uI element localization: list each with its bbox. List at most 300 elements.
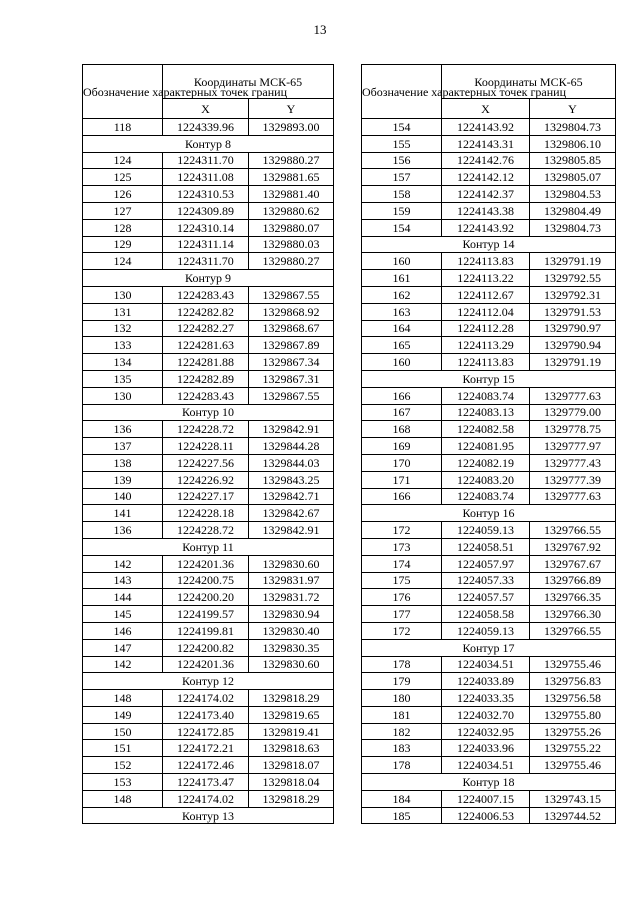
table-row <box>362 320 616 337</box>
x-coordinate: 1224281.63 <box>163 337 249 354</box>
x-coordinate: 1224032.95 <box>442 723 530 740</box>
point-number: 148 <box>83 790 163 807</box>
contour-label: Контур 14 <box>362 236 616 253</box>
x-coordinate: 1224057.33 <box>442 572 530 589</box>
x-coordinate: 1224142.37 <box>442 186 530 203</box>
x-coordinate: 1224083.13 <box>442 404 530 421</box>
x-coordinate: 1224142.12 <box>442 169 530 186</box>
point-number: 175 <box>362 572 442 589</box>
y-coordinate: 1329791.53 <box>530 303 616 320</box>
table-row <box>362 673 616 690</box>
point-number: 155 <box>362 135 442 152</box>
table-row <box>83 589 334 606</box>
y-coordinate: 1329766.30 <box>530 606 616 623</box>
point-number: 185 <box>362 807 442 824</box>
table-row <box>83 253 334 270</box>
x-coordinate: 1224034.51 <box>442 656 530 673</box>
table-row <box>362 253 616 270</box>
x-coordinate: 1224201.36 <box>163 656 249 673</box>
y-coordinate: 1329755.80 <box>530 706 616 723</box>
y-coordinate: 1329880.62 <box>249 202 334 219</box>
point-number: 159 <box>362 202 442 219</box>
coordinates-table-left <box>82 64 334 824</box>
x-coordinate: 1224142.76 <box>442 152 530 169</box>
x-coordinate: 1224199.81 <box>163 622 249 639</box>
point-number: 152 <box>83 757 163 774</box>
point-number: 178 <box>362 757 442 774</box>
x-coordinate: 1224083.20 <box>442 471 530 488</box>
table-row <box>362 656 616 673</box>
y-coordinate: 1329791.19 <box>530 354 616 371</box>
table-row <box>362 706 616 723</box>
point-number: 118 <box>83 119 163 136</box>
y-coordinate: 1329766.35 <box>530 589 616 606</box>
y-coordinate: 1329880.03 <box>249 236 334 253</box>
x-coordinate: 1224310.14 <box>163 219 249 236</box>
table-row <box>83 706 334 723</box>
point-number: 148 <box>83 690 163 707</box>
x-coordinate: 1224082.19 <box>442 454 530 471</box>
y-coordinate: 1329867.89 <box>249 337 334 354</box>
table-row <box>362 421 616 438</box>
y-header: Y <box>530 99 616 119</box>
point-number: 134 <box>83 354 163 371</box>
table-row <box>362 404 616 421</box>
y-coordinate: 1329830.94 <box>249 606 334 623</box>
point-number: 156 <box>362 152 442 169</box>
y-coordinate: 1329867.55 <box>249 286 334 303</box>
table-row <box>362 790 616 807</box>
x-coordinate: 1224228.72 <box>163 522 249 539</box>
table-row <box>83 740 334 757</box>
y-coordinate: 1329777.43 <box>530 454 616 471</box>
x-coordinate: 1224174.02 <box>163 790 249 807</box>
point-number: 150 <box>83 723 163 740</box>
point-number: 166 <box>362 488 442 505</box>
y-coordinate: 1329830.60 <box>249 555 334 572</box>
contour-label: Контур 12 <box>83 673 334 690</box>
x-coordinate: 1224033.89 <box>442 673 530 690</box>
y-coordinate: 1329755.26 <box>530 723 616 740</box>
table-row <box>362 387 616 404</box>
point-number: 149 <box>83 706 163 723</box>
x-coordinate: 1224033.96 <box>442 740 530 757</box>
x-coordinate: 1224283.43 <box>163 286 249 303</box>
table-row <box>83 169 334 186</box>
point-number: 124 <box>83 152 163 169</box>
x-coordinate: 1224113.22 <box>442 270 530 287</box>
table-row <box>362 488 616 505</box>
y-coordinate: 1329805.85 <box>530 152 616 169</box>
contour-label: Контур 9 <box>83 270 334 287</box>
table-row <box>362 538 616 555</box>
y-coordinate: 1329779.00 <box>530 404 616 421</box>
point-number: 146 <box>83 622 163 639</box>
x-coordinate: 1224200.75 <box>163 572 249 589</box>
x-coordinate: 1224057.57 <box>442 589 530 606</box>
y-coordinate: 1329844.28 <box>249 438 334 455</box>
y-coordinate: 1329790.97 <box>530 320 616 337</box>
x-coordinate: 1224172.85 <box>163 723 249 740</box>
x-coordinate: 1224228.11 <box>163 438 249 455</box>
x-coordinate: 1224228.18 <box>163 505 249 522</box>
x-coordinate: 1224113.83 <box>442 253 530 270</box>
point-number: 145 <box>83 606 163 623</box>
x-coordinate: 1224083.74 <box>442 387 530 404</box>
y-coordinate: 1329842.91 <box>249 522 334 539</box>
point-number: 142 <box>83 656 163 673</box>
x-coordinate: 1224082.58 <box>442 421 530 438</box>
point-number: 164 <box>362 320 442 337</box>
point-number: 154 <box>362 219 442 236</box>
point-number: 162 <box>362 286 442 303</box>
table-row <box>362 303 616 320</box>
x-coordinate: 1224283.43 <box>163 387 249 404</box>
table-row <box>362 555 616 572</box>
contour-label: Контур 17 <box>362 639 616 656</box>
y-coordinate: 1329818.29 <box>249 790 334 807</box>
contour-label: Контур 16 <box>362 505 616 522</box>
table-row <box>362 606 616 623</box>
contour-row <box>83 404 334 421</box>
x-coordinate: 1224310.53 <box>163 186 249 203</box>
table-row <box>362 522 616 539</box>
point-number: 135 <box>83 370 163 387</box>
y-coordinate: 1329867.31 <box>249 370 334 387</box>
y-coordinate: 1329766.55 <box>530 622 616 639</box>
x-coordinate: 1224201.36 <box>163 555 249 572</box>
table-row <box>83 774 334 791</box>
table-row <box>362 337 616 354</box>
point-number: 130 <box>83 387 163 404</box>
point-number: 147 <box>83 639 163 656</box>
contour-row <box>83 270 334 287</box>
x-coordinate: 1224006.53 <box>442 807 530 824</box>
y-coordinate: 1329804.53 <box>530 186 616 203</box>
y-coordinate: 1329818.04 <box>249 774 334 791</box>
x-coordinate: 1224228.72 <box>163 421 249 438</box>
table-row <box>83 236 334 253</box>
point-number: 129 <box>83 236 163 253</box>
table-row <box>362 757 616 774</box>
point-number: 160 <box>362 354 442 371</box>
table-row <box>83 286 334 303</box>
x-coordinate: 1224173.40 <box>163 706 249 723</box>
x-coordinate: 1224112.28 <box>442 320 530 337</box>
point-number: 171 <box>362 471 442 488</box>
table-row <box>83 454 334 471</box>
x-coordinate: 1224057.97 <box>442 555 530 572</box>
x-coordinate: 1224058.58 <box>442 606 530 623</box>
x-coordinate: 1224199.57 <box>163 606 249 623</box>
table-row <box>83 723 334 740</box>
x-coordinate: 1224172.46 <box>163 757 249 774</box>
contour-row <box>83 807 334 824</box>
y-coordinate: 1329806.10 <box>530 135 616 152</box>
y-coordinate: 1329792.55 <box>530 270 616 287</box>
x-coordinate: 1224281.88 <box>163 354 249 371</box>
x-coordinate: 1224059.13 <box>442 622 530 639</box>
x-coordinate: 1224309.89 <box>163 202 249 219</box>
y-coordinate: 1329867.55 <box>249 387 334 404</box>
table-row <box>83 471 334 488</box>
table-row <box>83 337 334 354</box>
y-coordinate: 1329804.73 <box>530 119 616 136</box>
designation-header: Обозначение характерных точек границ <box>83 65 163 119</box>
y-coordinate: 1329756.83 <box>530 673 616 690</box>
point-number: 174 <box>362 555 442 572</box>
x-coordinate: 1224227.17 <box>163 488 249 505</box>
coordinates-header: Координаты МСК-65 <box>442 65 616 99</box>
y-coordinate: 1329842.91 <box>249 421 334 438</box>
x-coordinate: 1224059.13 <box>442 522 530 539</box>
x-coordinate: 1224311.70 <box>163 253 249 270</box>
x-coordinate: 1224112.67 <box>442 286 530 303</box>
x-coordinate: 1224282.27 <box>163 320 249 337</box>
point-number: 157 <box>362 169 442 186</box>
y-coordinate: 1329881.65 <box>249 169 334 186</box>
y-coordinate: 1329777.97 <box>530 438 616 455</box>
y-coordinate: 1329881.40 <box>249 186 334 203</box>
table-row <box>362 354 616 371</box>
y-coordinate: 1329868.92 <box>249 303 334 320</box>
y-coordinate: 1329805.07 <box>530 169 616 186</box>
y-coordinate: 1329767.92 <box>530 538 616 555</box>
point-number: 161 <box>362 270 442 287</box>
contour-row <box>362 370 616 387</box>
y-coordinate: 1329830.60 <box>249 656 334 673</box>
point-number: 182 <box>362 723 442 740</box>
point-number: 158 <box>362 186 442 203</box>
table-row <box>362 807 616 824</box>
y-coordinate: 1329843.25 <box>249 471 334 488</box>
point-number: 130 <box>83 286 163 303</box>
y-coordinate: 1329830.40 <box>249 622 334 639</box>
point-number: 144 <box>83 589 163 606</box>
point-number: 176 <box>362 589 442 606</box>
point-number: 131 <box>83 303 163 320</box>
y-coordinate: 1329777.63 <box>530 488 616 505</box>
point-number: 151 <box>83 740 163 757</box>
y-coordinate: 1329778.75 <box>530 421 616 438</box>
table-row <box>362 152 616 169</box>
point-number: 177 <box>362 606 442 623</box>
x-coordinate: 1224113.29 <box>442 337 530 354</box>
table-row <box>83 790 334 807</box>
x-coordinate: 1224081.95 <box>442 438 530 455</box>
y-coordinate: 1329842.67 <box>249 505 334 522</box>
x-coordinate: 1224311.08 <box>163 169 249 186</box>
table-row <box>83 555 334 572</box>
y-coordinate: 1329880.27 <box>249 253 334 270</box>
page-number: 13 <box>313 22 327 37</box>
x-coordinate: 1224034.51 <box>442 757 530 774</box>
contour-row <box>83 673 334 690</box>
table-row <box>83 303 334 320</box>
y-coordinate: 1329842.71 <box>249 488 334 505</box>
point-number: 153 <box>83 774 163 791</box>
y-coordinate: 1329767.67 <box>530 555 616 572</box>
point-number: 154 <box>362 119 442 136</box>
point-number: 128 <box>83 219 163 236</box>
table-row <box>83 202 334 219</box>
contour-row <box>83 135 334 152</box>
y-coordinate: 1329893.00 <box>249 119 334 136</box>
x-coordinate: 1224033.35 <box>442 690 530 707</box>
point-number: 166 <box>362 387 442 404</box>
x-coordinate: 1224339.96 <box>163 119 249 136</box>
y-coordinate: 1329844.03 <box>249 454 334 471</box>
x-coordinate: 1224311.70 <box>163 152 249 169</box>
x-coordinate: 1224143.31 <box>442 135 530 152</box>
table-row <box>83 354 334 371</box>
y-coordinate: 1329804.49 <box>530 202 616 219</box>
table-row <box>362 572 616 589</box>
point-number: 179 <box>362 673 442 690</box>
point-number: 172 <box>362 622 442 639</box>
point-number: 160 <box>362 253 442 270</box>
y-coordinate: 1329755.46 <box>530 757 616 774</box>
y-coordinate: 1329867.34 <box>249 354 334 371</box>
point-number: 173 <box>362 538 442 555</box>
table-row <box>83 219 334 236</box>
y-coordinate: 1329791.19 <box>530 253 616 270</box>
point-number: 172 <box>362 522 442 539</box>
table-row <box>362 471 616 488</box>
point-number: 169 <box>362 438 442 455</box>
contour-label: Контур 18 <box>362 774 616 791</box>
table-row <box>83 757 334 774</box>
table-row <box>83 656 334 673</box>
y-coordinate: 1329868.67 <box>249 320 334 337</box>
table-row <box>83 152 334 169</box>
point-number: 168 <box>362 421 442 438</box>
point-number: 136 <box>83 522 163 539</box>
y-coordinate: 1329792.31 <box>530 286 616 303</box>
x-coordinate: 1224143.92 <box>442 219 530 236</box>
point-number: 140 <box>83 488 163 505</box>
contour-row <box>362 236 616 253</box>
point-number: 125 <box>83 169 163 186</box>
table-row <box>362 438 616 455</box>
y-coordinate: 1329790.94 <box>530 337 616 354</box>
y-coordinate: 1329818.63 <box>249 740 334 757</box>
point-number: 126 <box>83 186 163 203</box>
table-row <box>362 740 616 757</box>
x-header: X <box>442 99 530 119</box>
point-number: 181 <box>362 706 442 723</box>
table-row <box>362 270 616 287</box>
y-coordinate: 1329804.73 <box>530 219 616 236</box>
table-row <box>83 505 334 522</box>
y-coordinate: 1329880.07 <box>249 219 334 236</box>
table-row <box>83 606 334 623</box>
point-number: 142 <box>83 555 163 572</box>
y-coordinate: 1329818.07 <box>249 757 334 774</box>
table-row <box>362 622 616 639</box>
contour-label: Контур 13 <box>83 807 334 824</box>
x-coordinate: 1224200.20 <box>163 589 249 606</box>
table-row <box>83 119 334 136</box>
y-coordinate: 1329755.22 <box>530 740 616 757</box>
contour-row <box>362 505 616 522</box>
point-number: 137 <box>83 438 163 455</box>
x-coordinate: 1224282.89 <box>163 370 249 387</box>
contour-label: Контур 15 <box>362 370 616 387</box>
coordinates-table-right-body <box>362 119 616 824</box>
table-row <box>83 320 334 337</box>
x-coordinate: 1224143.38 <box>442 202 530 219</box>
point-number: 132 <box>83 320 163 337</box>
table-row <box>83 488 334 505</box>
table-row <box>83 690 334 707</box>
y-coordinate: 1329766.55 <box>530 522 616 539</box>
contour-label: Контур 8 <box>83 135 334 152</box>
table-row <box>83 639 334 656</box>
table-row <box>362 119 616 136</box>
coordinates-table-right <box>361 64 616 824</box>
x-coordinate: 1224083.74 <box>442 488 530 505</box>
y-coordinate: 1329831.97 <box>249 572 334 589</box>
table-row <box>83 421 334 438</box>
x-coordinate: 1224032.70 <box>442 706 530 723</box>
x-coordinate: 1224173.47 <box>163 774 249 791</box>
y-coordinate: 1329819.65 <box>249 706 334 723</box>
point-number: 183 <box>362 740 442 757</box>
table-row <box>362 723 616 740</box>
y-coordinate: 1329819.41 <box>249 723 334 740</box>
y-coordinate: 1329766.89 <box>530 572 616 589</box>
point-number: 178 <box>362 656 442 673</box>
point-number: 143 <box>83 572 163 589</box>
point-number: 138 <box>83 454 163 471</box>
contour-row <box>362 774 616 791</box>
table-row <box>362 690 616 707</box>
y-coordinate: 1329755.46 <box>530 656 616 673</box>
y-header: Y <box>249 99 334 119</box>
y-coordinate: 1329777.63 <box>530 387 616 404</box>
x-header: X <box>163 99 249 119</box>
x-coordinate: 1224311.14 <box>163 236 249 253</box>
x-coordinate: 1224200.82 <box>163 639 249 656</box>
y-coordinate: 1329880.27 <box>249 152 334 169</box>
coordinates-table-left-body <box>83 119 334 824</box>
x-coordinate: 1224143.92 <box>442 119 530 136</box>
contour-row <box>83 538 334 555</box>
x-coordinate: 1224282.82 <box>163 303 249 320</box>
point-number: 124 <box>83 253 163 270</box>
table-row <box>83 622 334 639</box>
y-coordinate: 1329831.72 <box>249 589 334 606</box>
table-row <box>362 219 616 236</box>
y-coordinate: 1329777.39 <box>530 471 616 488</box>
y-coordinate: 1329744.52 <box>530 807 616 824</box>
contour-label: Контур 10 <box>83 404 334 421</box>
x-coordinate: 1224113.83 <box>442 354 530 371</box>
table-row <box>362 454 616 471</box>
point-number: 170 <box>362 454 442 471</box>
x-coordinate: 1224174.02 <box>163 690 249 707</box>
x-coordinate: 1224007.15 <box>442 790 530 807</box>
table-row <box>83 387 334 404</box>
table-row <box>83 438 334 455</box>
point-number: 141 <box>83 505 163 522</box>
point-number: 163 <box>362 303 442 320</box>
table-row <box>83 370 334 387</box>
table-row <box>83 186 334 203</box>
table-row <box>362 186 616 203</box>
point-number: 165 <box>362 337 442 354</box>
